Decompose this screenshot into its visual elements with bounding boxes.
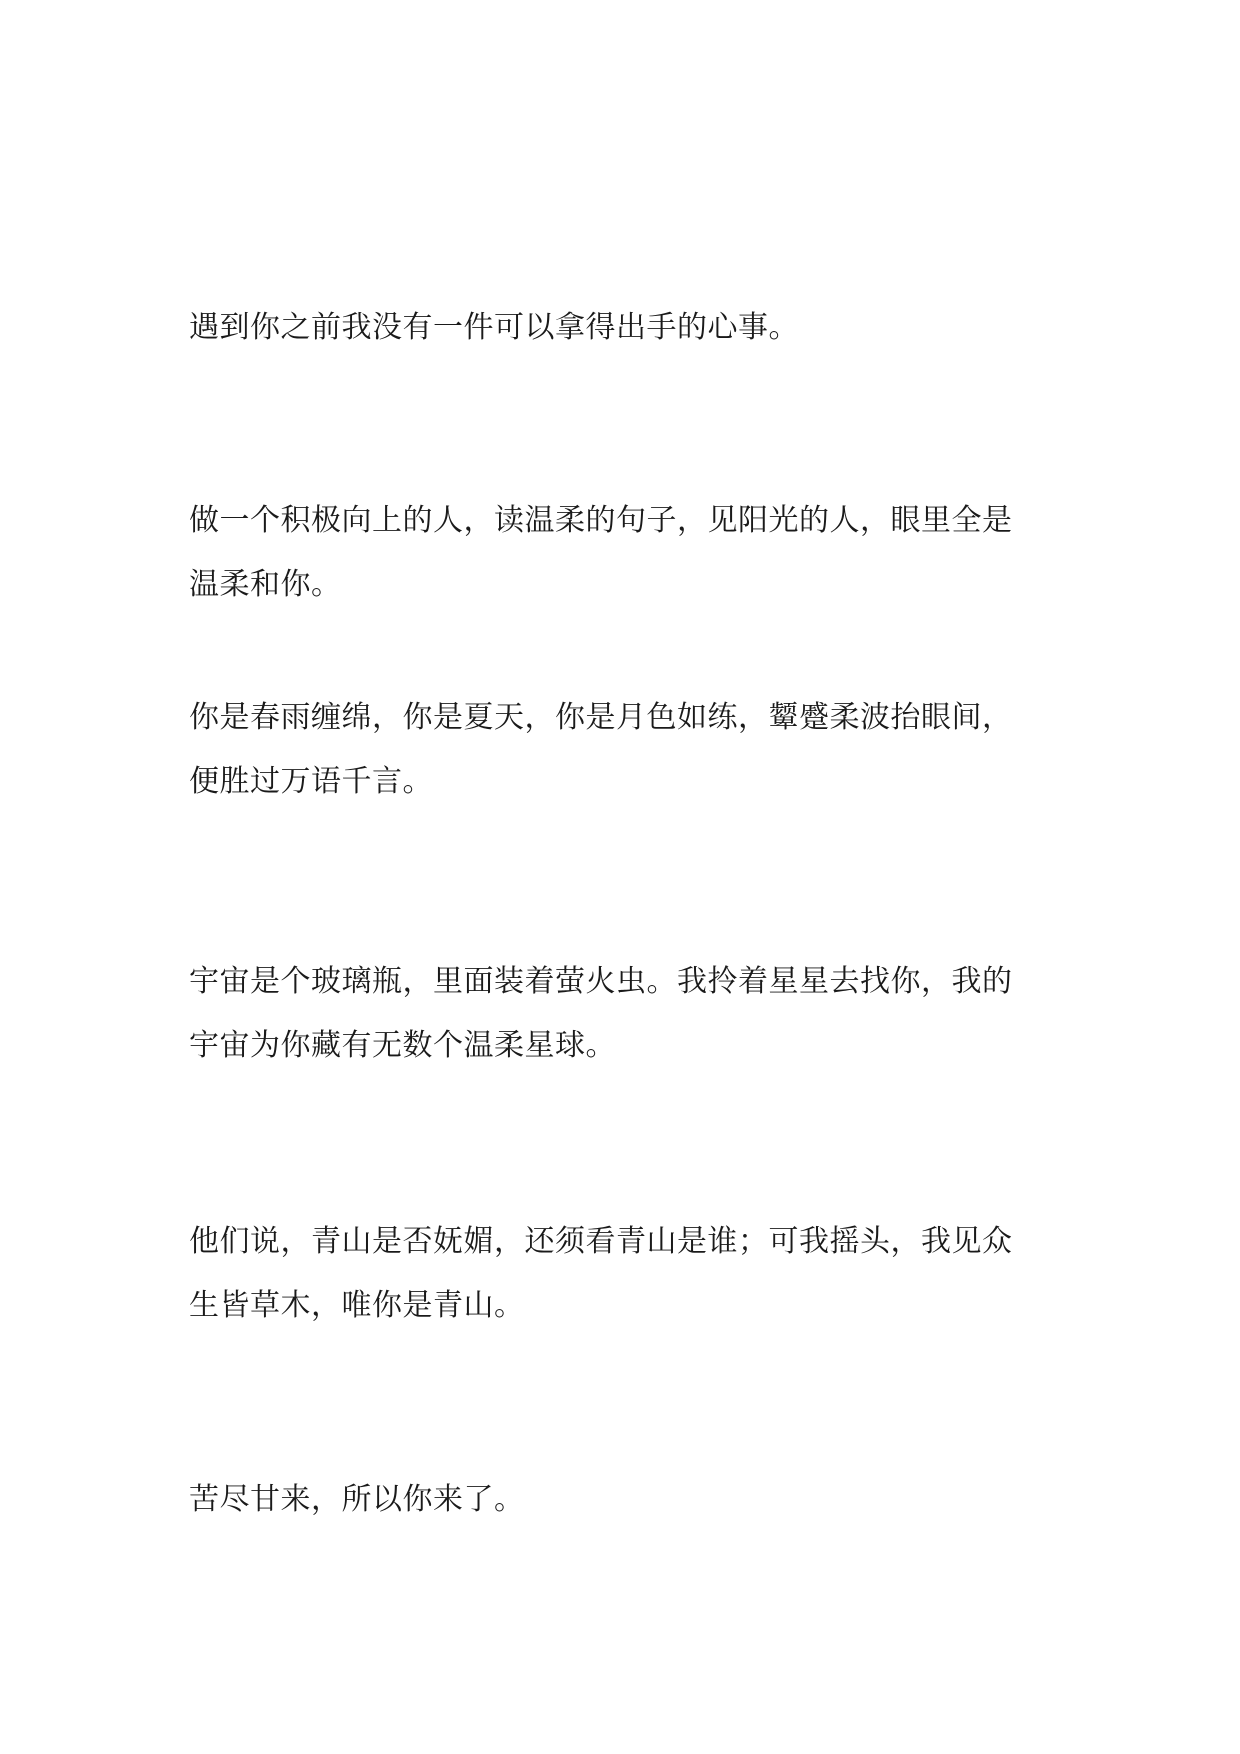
paragraph-4: 宇宙是个玻璃瓶，里面装着萤火虫。我拎着星星去找你，我的 宇宙为你藏有无数个温柔星球。: [189, 964, 1013, 1063]
paragraph-2: 做一个积极向上的人，读温柔的句子，见阳光的人，眼里全是 温柔和你。: [189, 503, 1013, 602]
paragraph-1: 遇到你之前我没有一件可以拿得出手的心事。: [189, 310, 799, 345]
paragraph-6: 苦尽甘来，所以你来了。: [189, 1482, 525, 1517]
paragraph-5: 他们说，青山是否妩媚，还须看青山是谁；可我摇头，我见众 生皆草木，唯你是青山。: [189, 1224, 1013, 1323]
paragraph-3: 你是春雨缠绵，你是夏天，你是月色如练，颦蹙柔波抬眼间， 便胜过万语千言。: [189, 700, 1013, 799]
